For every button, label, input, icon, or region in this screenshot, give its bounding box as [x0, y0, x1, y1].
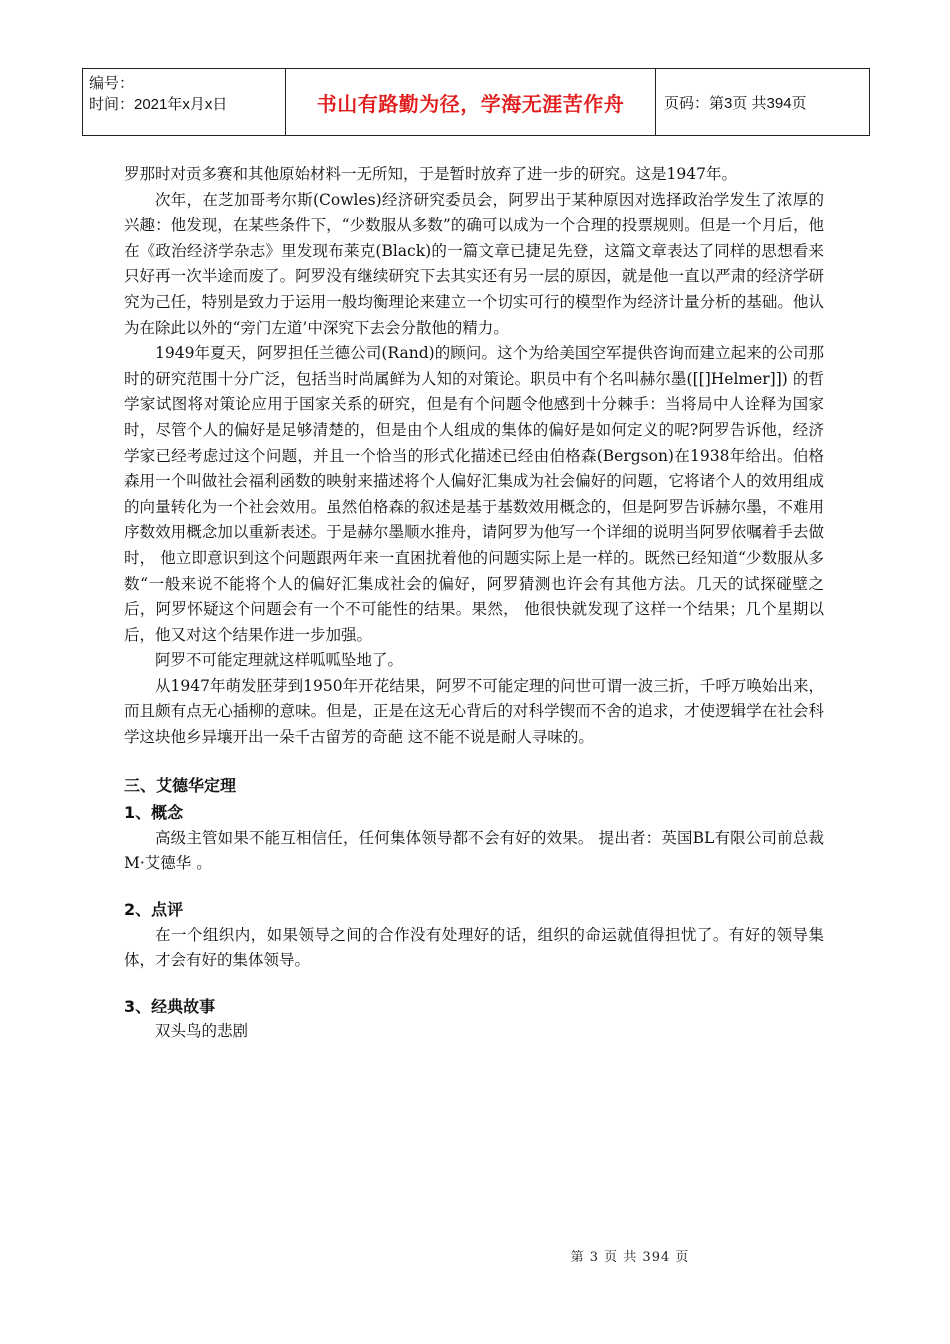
- paragraph: 1949年夏天，阿罗担任兰德公司(Rand)的顾问。这个为给美国空军提供咨询而建立起来的公司那时的研究范围十分广泛，包括当时尚属鲜为人知的对策论。职员中有个名叫赫尔墨([[]Helmer]]) 的哲学家试图将对策论应用于国家关系的研究，但是有个问题令他感到十分棘手：当将局中人诠释为国家时，尽管个人的偏好是足够清楚的，但是由个人组成的集体的偏好是如何定义的呢?阿罗告诉他，经济学家已经考虑过这个问题，并且一个恰当的形式化描述已经由伯格森(Bergson)在1938年给出。伯格森用一个叫做社会福利函数的映射来描述将个人偏好汇集成为社会偏好的问题，它将诸个人的效用组成的向量转化为一个社会效用。虽然伯格森的叙述是基于基数效用概念的，但是阿罗告诉赫尔墨，不难用序数效用概念加以重新表述。于是赫尔墨顺水推舟，请阿罗为他写一个详细的说明当阿罗依嘱着手去做时， 他立即意识到这个问题跟两年来一直困扰着他的问题实际上是一样的。既然已经知道“少数服从多数“一般来说不能将个人的偏好汇集成社会的偏好，阿罗猜测也许会有其他方法。几天的试探碰壁之后，阿罗怀疑这个问题会有一个不可能性的结果。果然， 他很快就发现了这样一个结果；几个星期以后，他又对这个结果作进一步加强。: [124, 344, 824, 644]
- header-info-cell: [83, 69, 286, 135]
- subheading-comment: 2、点评: [124, 900, 184, 920]
- section-title: 三、艾德华定理: [124, 775, 237, 795]
- paragraph: 高级主管如果不能互相信任，任何集体领导都不会有好的效果。 提出者：英国BL有限公司前总裁M·艾德华 。: [124, 828, 824, 873]
- page-header: [82, 68, 870, 136]
- paragraph: 罗那时对贡多赛和其他原始材料一无所知，于是暂时放弃了进一步的研究。这是1947年。: [124, 165, 737, 183]
- header-motto: 书山有路勤为径，学海无涯苦作舟: [286, 69, 656, 135]
- paragraph: 次年，在芝加哥考尔斯(Cowles)经济研究委员会，阿罗出于某种原因对选择政治学发生了浓厚的兴趣：他发现，在某些条件下，“少数服从多数”的确可以成为一个合理的投票规则。但是一个月后，他在《政治经济学杂志》里发现布莱克(Black)的一篇文章已捷足先登，这篇文章表达了同样的思想看来只好再一次半途而废了。阿罗没有继续研究下去其实还有另一层的原因，就是他一直以严肃的经济学研究为己任，特别是致力于运用一般均衡理论来建立一个切实可行的模型作为经济计量分析的基础。他认为在除此以外的“旁门左道’中深究下去会分散他的精力。: [124, 190, 824, 337]
- time-label: 时间：2021年x月x日: [89, 96, 228, 113]
- document-body: [124, 162, 824, 1045]
- paragraph: 从1947年萌发胚芽到1950年开花结果，阿罗不可能定理的问世可谓一波三折，千呼万唤始出来，而且颇有点无心插柳的意味。但是，正是在这无心背后的对科学锲而不舍的追求，才使逻辑学在社会科学这块他乡异壤开出一朵千古留芳的奇葩 这不能不说是耐人寻味的。: [124, 676, 824, 747]
- page-footer: 第 3 页 共 394 页: [570, 1250, 690, 1265]
- paragraph: 在一个组织内，如果领导之间的合作没有处理好的话，组织的命运就值得担忧了。有好的领导集体，才会有好的集体领导。: [124, 925, 824, 970]
- header-page-code: 页码：第3页 共394页: [664, 94, 807, 112]
- serial-label: 编号：: [89, 75, 135, 92]
- paragraph: 双头鸟的悲剧: [155, 1022, 249, 1041]
- subheading-story: 3、经典故事: [124, 996, 216, 1016]
- subheading-concept: 1、概念: [124, 803, 184, 823]
- paragraph: 阿罗不可能定理就这样呱呱坠地了。: [155, 651, 404, 670]
